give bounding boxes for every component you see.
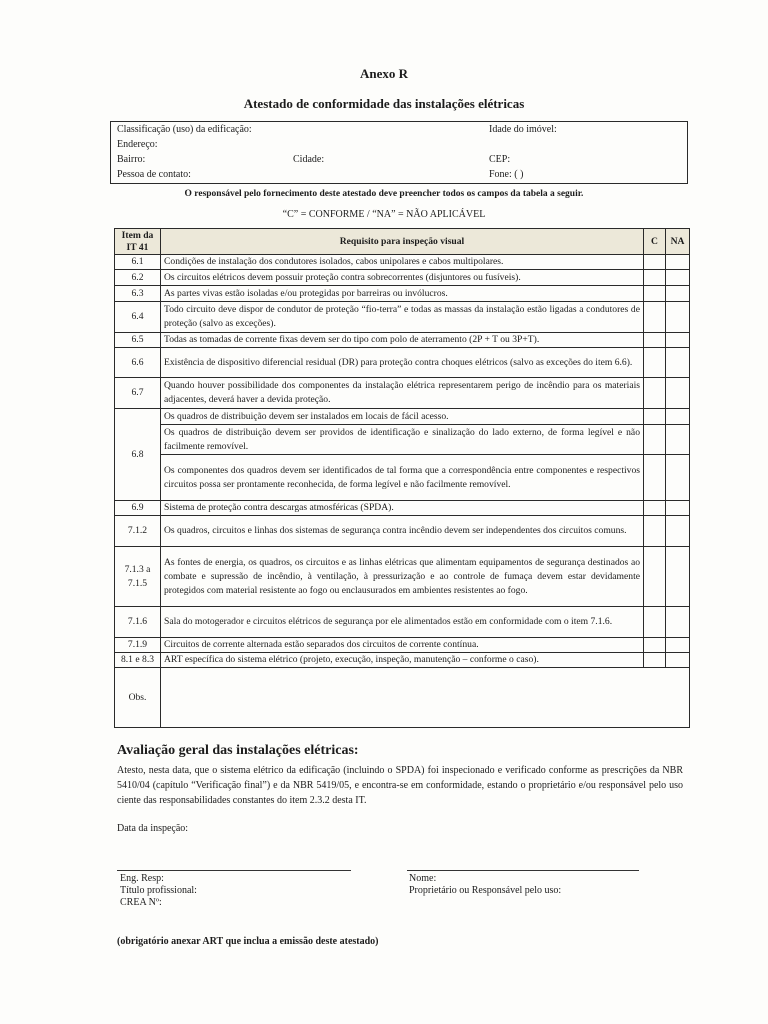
document-title: Atestado de conformidade das instalações elétricas <box>243 96 525 111</box>
conforme-checkbox[interactable] <box>644 333 666 348</box>
na-checkbox[interactable] <box>666 409 690 425</box>
item-number: 6.9 <box>115 501 161 516</box>
item-number: 6.3 <box>115 286 161 302</box>
legend: “C” = CONFORME / “NA” = NÃO APLICÁVEL <box>282 209 486 220</box>
building-info-box <box>110 121 688 184</box>
requirement-text: Existência de dispositivo diferencial residual (DR) para proteção contra choques elétricos (salvo as exceções do item 6.6). <box>161 348 644 378</box>
requirement-header: Requisito para inspeção visual <box>161 229 644 255</box>
table-row <box>115 302 690 333</box>
instructions-note: O responsável pelo fornecimento deste atestado deve preencher todos os campos da tabela a seguir. <box>184 189 584 199</box>
table-row <box>115 425 690 455</box>
requirement-text: Circuitos de corrente alternada estão separados dos circuitos de corrente contínua. <box>161 638 644 653</box>
na-checkbox[interactable] <box>666 270 690 286</box>
owner-signature-line <box>407 870 639 871</box>
na-header: NA <box>666 229 690 255</box>
fone-label: Fone: ( ) <box>489 169 524 180</box>
table-row <box>115 638 690 653</box>
table-row <box>115 348 690 378</box>
conforme-checkbox[interactable] <box>644 516 666 547</box>
item-number: 6.4 <box>115 302 161 333</box>
obs-label: Obs. <box>115 668 161 728</box>
na-checkbox[interactable] <box>666 333 690 348</box>
na-checkbox[interactable] <box>666 425 690 455</box>
item-number: 6.2 <box>115 270 161 286</box>
table-row <box>115 516 690 547</box>
item-number: 7.1.2 <box>115 516 161 547</box>
conforme-checkbox[interactable] <box>644 653 666 668</box>
table-row <box>115 286 690 302</box>
item-number: 6.6 <box>115 348 161 378</box>
table-row <box>115 455 690 501</box>
requirement-text: As partes vivas estão isoladas e/ou protegidas por barreiras ou invólucros. <box>161 286 644 302</box>
requirement-text: Condições de instalação dos condutores isolados, cabos unipolares e cabos multipolares. <box>161 255 644 270</box>
conforme-checkbox[interactable] <box>644 348 666 378</box>
obs-row <box>115 668 690 728</box>
requirement-text: Os circuitos elétricos devem possuir proteção contra sobrecorrentes (disjuntores ou fusíveis). <box>161 270 644 286</box>
item-number: 8.1 e 8.3 <box>115 653 161 668</box>
proprietario-label: Proprietário ou Responsável pelo uso: <box>409 885 562 896</box>
item-number: 6.7 <box>115 378 161 409</box>
bairro-label: Bairro: <box>117 154 146 165</box>
table-row <box>115 333 690 348</box>
evaluation-text: Atesto, nesta data, que o sistema elétrico da edificação (incluindo o SPDA) foi inspecionado e verificado conforme as prescrições da NBR 5410/04 (capítulo “Verificação final”) e da NBR 5419/05, e encontra-se em conformidade, estando o proprietário e/ou responsável pelo uso ciente das responsabilidades constantes do item 2.3.2 desta IT. <box>117 765 683 806</box>
requirement-text: Os quadros de distribuição devem ser providos de identificação e sinalização do lado externo, de forma legível e não facilmente removível. <box>161 425 644 455</box>
requirement-text: Sistema de proteção contra descargas atmosféricas (SPDA). <box>161 501 644 516</box>
annex-title: Anexo R <box>359 66 409 81</box>
conforme-checkbox[interactable] <box>644 455 666 501</box>
na-checkbox[interactable] <box>666 302 690 333</box>
na-checkbox[interactable] <box>666 455 690 501</box>
conforme-checkbox[interactable] <box>644 547 666 607</box>
table-row <box>115 607 690 638</box>
requirement-text: Todas as tomadas de corrente fixas devem ser do tipo com polo de aterramento (2P + T ou 3P+T). <box>161 333 644 348</box>
table-row <box>115 378 690 409</box>
na-checkbox[interactable] <box>666 547 690 607</box>
na-checkbox[interactable] <box>666 607 690 638</box>
requirement-text: ART específica do sistema elétrico (projeto, execução, inspeção, manutenção – conforme o caso). <box>161 653 644 668</box>
table-row <box>115 547 690 607</box>
classificacao-label: Classificação (uso) da edificação: <box>117 124 252 135</box>
requirement-text: Os quadros, circuitos e linhas dos sistemas de segurança contra incêndio devem ser independentes dos circuitos comuns. <box>161 516 644 547</box>
conforme-checkbox[interactable] <box>644 409 666 425</box>
item-number: 6.5 <box>115 333 161 348</box>
idade-label: Idade do imóvel: <box>489 124 557 135</box>
na-checkbox[interactable] <box>666 501 690 516</box>
table-row <box>115 653 690 668</box>
conforme-checkbox[interactable] <box>644 638 666 653</box>
item-number: 6.1 <box>115 255 161 270</box>
conforme-checkbox[interactable] <box>644 286 666 302</box>
conforme-checkbox[interactable] <box>644 302 666 333</box>
evaluation-title: Avaliação geral das instalações elétricas: <box>117 743 359 758</box>
cep-label: CEP: <box>489 154 511 165</box>
item-number: 7.1.6 <box>115 607 161 638</box>
eng-resp-label: Eng. Resp: <box>120 873 164 884</box>
na-checkbox[interactable] <box>666 348 690 378</box>
conforme-checkbox[interactable] <box>644 501 666 516</box>
endereco-label: Endereço: <box>117 139 158 150</box>
na-checkbox[interactable] <box>666 638 690 653</box>
requirement-text: Os componentes dos quadros devem ser identificados de tal forma que a correspondência entre componentes e respectivos circuitos possa ser prontamente reconhecida, de forma legível e não facilmente removível. <box>161 455 644 501</box>
conforme-checkbox[interactable] <box>644 378 666 409</box>
table-row <box>115 270 690 286</box>
crea-label: CREA Nº: <box>120 897 162 908</box>
item-header: Item da IT 41 <box>115 229 161 255</box>
item-number: 7.1.9 <box>115 638 161 653</box>
na-checkbox[interactable] <box>666 255 690 270</box>
na-checkbox[interactable] <box>666 378 690 409</box>
item-number: 7.1.3 a 7.1.5 <box>115 547 161 607</box>
na-checkbox[interactable] <box>666 653 690 668</box>
table-row <box>115 255 690 270</box>
table-row <box>115 409 690 425</box>
table-row <box>115 501 690 516</box>
cidade-label: Cidade: <box>293 154 325 165</box>
na-checkbox[interactable] <box>666 516 690 547</box>
obs-field[interactable] <box>161 668 690 728</box>
inspection-date-label: Data da inspeção: <box>117 823 189 834</box>
conforme-header: C <box>644 229 666 255</box>
requirement-text: Os quadros de distribuição devem ser instalados em locais de fácil acesso. <box>161 409 644 425</box>
nome-label: Nome: <box>409 873 437 884</box>
requirement-text: Todo circuito deve dispor de condutor de proteção “fio-terra” e todas as massas da instalação estão ligadas a condutores de proteção (salvo as exceções). <box>161 302 644 333</box>
titulo-profissional-label: Título profissional: <box>120 885 197 896</box>
item-number: 6.8 <box>115 409 161 501</box>
na-checkbox[interactable] <box>666 286 690 302</box>
conforme-checkbox[interactable] <box>644 425 666 455</box>
requirement-text: Sala do motogerador e circuitos elétricos de segurança por ele alimentados estão em conformidade com o item 7.1.6. <box>161 607 644 638</box>
conforme-checkbox[interactable] <box>644 255 666 270</box>
conforme-checkbox[interactable] <box>644 607 666 638</box>
pessoa-contato-label: Pessoa de contato: <box>117 169 191 180</box>
requirement-text: As fontes de energia, os quadros, os circuitos e as linhas elétricas que alimentam equipamentos de segurança destinados ao combate e supressão de incêndio, à ventilação, à pressurização e ao controle de fumaça devem estar devidamente protegidos com material resistente ao fogo ou enclausurados em ambientes resistentes ao fogo. <box>161 547 644 607</box>
conforme-checkbox[interactable] <box>644 270 666 286</box>
requirement-text: Quando houver possibilidade dos componentes da instalação elétrica representarem perigo de incêndio para os materiais adjacentes, deverá haver a devida proteção. <box>161 378 644 409</box>
footer-note: (obrigatório anexar ART que inclua a emissão deste atestado) <box>117 936 379 947</box>
inspection-table <box>114 228 690 728</box>
engineer-signature-line <box>117 870 351 871</box>
